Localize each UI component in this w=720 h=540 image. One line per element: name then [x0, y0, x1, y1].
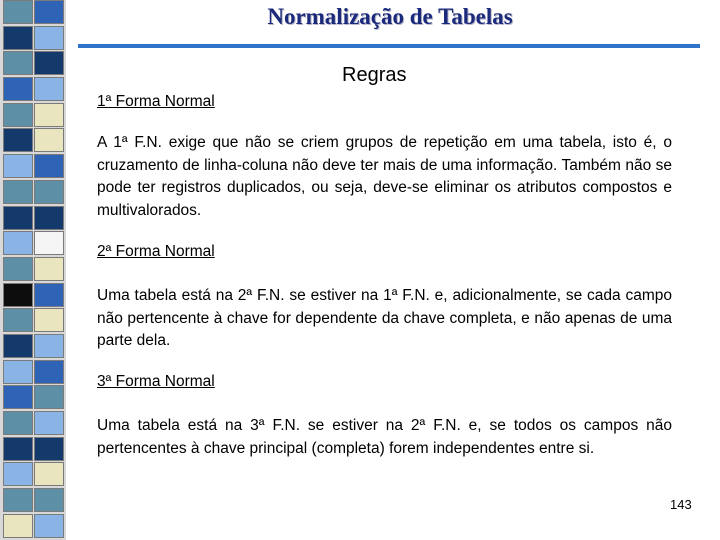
sidebar-tile [3, 283, 33, 307]
sidebar-tile [34, 462, 64, 486]
sidebar-tile [34, 334, 64, 358]
section-body-3fn: Uma tabela está na 3ª F.N. se estiver na 2ª F.N. e, se todos os campos não pertencentes à chave principal (completa) forem independentes entre si. [97, 417, 672, 457]
sidebar-tile [34, 103, 64, 127]
section-heading-2fn: 2ª Forma Normal [97, 243, 215, 260]
sidebar-tile [34, 257, 64, 281]
section-heading-1fn: 1ª Forma Normal [97, 93, 215, 110]
sidebar-tile [3, 154, 33, 178]
slide-subtitle: Regras [342, 64, 407, 86]
sidebar-tile [34, 0, 64, 24]
sidebar-tile [34, 180, 64, 204]
sidebar-tile [34, 360, 64, 384]
sidebar-tile [3, 360, 33, 384]
sidebar-tile [3, 411, 33, 435]
sidebar-tile [34, 154, 64, 178]
sidebar-tile [3, 180, 33, 204]
sidebar-tile [3, 437, 33, 461]
sidebar-tile [34, 77, 64, 101]
sidebar-tile [34, 128, 64, 152]
section-body-1fn: A 1ª F.N. exige que não se criem grupos de repetição em uma tabela, isto é, o cruzamento de linha-coluna não deve ter mais de uma informação. Também não se pode ter registros duplicados, ou seja, deve-se eliminar os atributos compostos e multivalorados. [97, 134, 672, 219]
sidebar-tile [3, 308, 33, 332]
sidebar-tile [34, 206, 64, 230]
sidebar-tile [34, 514, 64, 538]
section-heading-3fn: 3ª Forma Normal [97, 373, 215, 390]
sidebar-tile [34, 308, 64, 332]
sidebar-tile [3, 334, 33, 358]
sidebar-strip-right [34, 0, 64, 540]
sidebar-strip-left [3, 0, 33, 540]
sidebar-tile [34, 488, 64, 512]
sidebar-tile [3, 77, 33, 101]
sidebar-tile [34, 385, 64, 409]
sidebar-tile [3, 128, 33, 152]
page-number: 143 [670, 497, 692, 512]
sidebar-tile [34, 411, 64, 435]
sidebar-tile [3, 462, 33, 486]
decorative-sidebar [0, 0, 66, 540]
slide-title: Normalização de Tabelas [267, 4, 513, 29]
sidebar-tile [34, 283, 64, 307]
sidebar-tile [3, 206, 33, 230]
sidebar-tile [3, 514, 33, 538]
sidebar-tile [3, 51, 33, 75]
sidebar-tile [3, 385, 33, 409]
sidebar-tile [3, 26, 33, 50]
sidebar-tile [3, 257, 33, 281]
sidebar-tile [3, 231, 33, 255]
sidebar-tile [34, 51, 64, 75]
sidebar-tile [3, 103, 33, 127]
sidebar-tile [3, 0, 33, 24]
section-body-2fn: Uma tabela está na 2ª F.N. se estiver na 1ª F.N. e, adicionalmente, se cada campo não pertencente à chave for dependente da chave completa, e não apenas de uma parte dela. [97, 287, 672, 349]
sidebar-tile [34, 26, 64, 50]
sidebar-tile [34, 437, 64, 461]
sidebar-tile [34, 231, 64, 255]
title-divider [78, 44, 700, 48]
sidebar-tile [3, 488, 33, 512]
